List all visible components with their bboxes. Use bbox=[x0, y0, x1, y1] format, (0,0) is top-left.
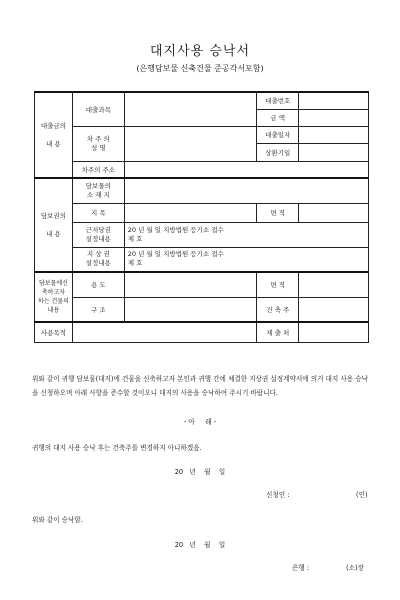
area-field[interactable] bbox=[299, 203, 369, 222]
builder-label: 건 축 주 bbox=[257, 297, 299, 322]
repay-due-label: 상환기일 bbox=[257, 143, 299, 161]
amount-field[interactable] bbox=[299, 109, 369, 126]
date-line-2: 20 년 월 일 bbox=[174, 541, 226, 549]
usage-label: 용 도 bbox=[72, 272, 124, 297]
land-category-label: 지 목 bbox=[72, 203, 124, 222]
builder-field[interactable] bbox=[299, 297, 369, 322]
collateral-location-field[interactable] bbox=[124, 178, 368, 203]
loan-subject-field[interactable] bbox=[124, 92, 257, 126]
purpose-field[interactable] bbox=[72, 322, 256, 342]
repay-due-field[interactable] bbox=[299, 143, 369, 161]
condition-text: 귀행의 대지 사용 승낙 후는 건축주를 변경하지 아니하겠음. bbox=[32, 444, 202, 452]
area-label: 면 적 bbox=[257, 203, 299, 222]
request-paragraph: 위와 같이 귀행 담보물(대지)에 건물을 신축하고자 본인과 귀행 간에 체결한 지상권 설정계약서에 의거 대지 사용 승낙을 신청하오며 아래 사항을 준수할 것이오니 대지의 사용을 승낙하여 주시기 바랍니다. bbox=[32, 375, 368, 397]
area2-label: 면 적 bbox=[257, 272, 299, 297]
approval-text: 위와 같이 승낙함. bbox=[32, 516, 83, 524]
area2-field[interactable] bbox=[299, 272, 369, 297]
applicant-label: 신청인 : bbox=[266, 491, 290, 499]
loan-section-label: 대출금의 내 용 bbox=[35, 92, 73, 178]
debtor-address-label: 차주의 주소 bbox=[72, 161, 124, 178]
mortgage-detail[interactable]: 20 년 월 일 지방법원 등기소 접수 제 호 bbox=[124, 222, 368, 247]
loan-number-label: 대출번호 bbox=[257, 92, 299, 109]
loan-date-label: 대출일자 bbox=[257, 126, 299, 143]
land-category-field[interactable] bbox=[124, 203, 257, 222]
building-section-label: 담보물에신 축하고자 하는 건물의 내용 bbox=[35, 272, 73, 322]
bank-label: 은행 : bbox=[292, 564, 310, 572]
amount-label: 금 액 bbox=[257, 109, 299, 126]
consent-form-table bbox=[34, 91, 369, 343]
submitter-field[interactable] bbox=[299, 322, 369, 342]
usage-field[interactable] bbox=[124, 272, 257, 297]
surface-right-label: 지 상 권 설정내용 bbox=[72, 247, 124, 272]
debtor-name-field[interactable] bbox=[124, 126, 257, 161]
submitter-label: 제 출 처 bbox=[257, 322, 299, 342]
loan-number-field[interactable] bbox=[299, 92, 369, 109]
mortgage-label: 근저당권 설정내용 bbox=[72, 222, 124, 247]
debtor-name-label: 차 주 의 성 명 bbox=[72, 126, 124, 161]
below-heading: - 아 래 - bbox=[183, 418, 217, 426]
collateral-section-label: 담보권의 내 용 bbox=[35, 178, 73, 272]
debtor-address-field[interactable] bbox=[124, 161, 368, 178]
bank-seal[interactable]: (소)장 bbox=[346, 564, 364, 572]
surface-right-detail[interactable]: 20 년 월 일 지방법원 등기소 접수 제 호 bbox=[124, 247, 368, 272]
document-subtitle: (은행담보물 신축건물 준공각서포함) bbox=[136, 64, 264, 73]
structure-label: 구 조 bbox=[72, 297, 124, 322]
applicant-seal[interactable]: (인) bbox=[356, 491, 368, 499]
purpose-label: 사용목적 bbox=[35, 322, 73, 342]
loan-subject-label: 대출과목 bbox=[72, 92, 124, 126]
loan-date-field[interactable] bbox=[299, 126, 369, 143]
date-line-1: 20 년 월 일 bbox=[174, 468, 226, 476]
document-title: 대지사용 승낙서 bbox=[149, 44, 251, 59]
collateral-location-label: 담보물의 소 재 지 bbox=[72, 178, 124, 203]
structure-field[interactable] bbox=[124, 297, 257, 322]
